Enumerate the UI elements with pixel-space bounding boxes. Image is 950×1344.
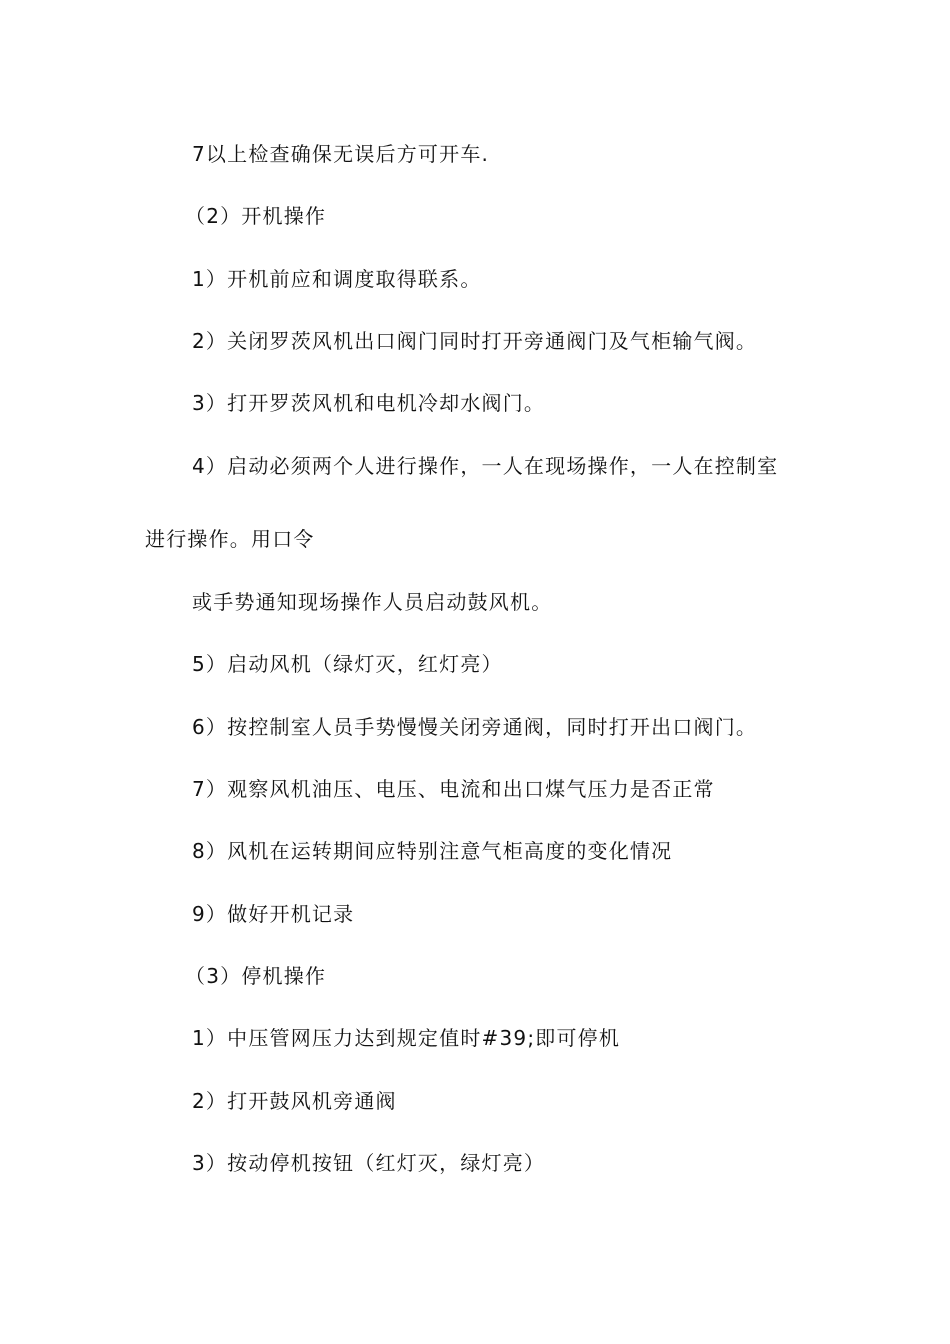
text-line-startup-8: 8）风机在运转期间应特别注意气柜高度的变化情况 xyxy=(192,839,673,863)
text-line-startup-7: 7）观察风机油压、电压、电流和出口煤气压力是否正常 xyxy=(192,777,715,801)
section-heading-startup: （2）开机操作 xyxy=(185,204,327,228)
text-line-startup-6: 6）按控制室人员手势慢慢关闭旁通阀，同时打开出口阀门。 xyxy=(192,715,758,739)
text-line-startup-9: 9）做好开机记录 xyxy=(192,902,355,926)
text-line-shutdown-2: 2）打开鼓风机旁通阀 xyxy=(192,1089,397,1113)
text-line-startup-3: 3）打开罗茨风机和电机冷却水阀门。 xyxy=(192,391,546,415)
section-heading-shutdown: （3）停机操作 xyxy=(185,964,327,988)
text-line-startup-4-note: 或手势通知现场操作人员启动鼓风机。 xyxy=(192,590,553,614)
text-line-startup-4-continued: 进行操作。用口令 xyxy=(145,527,315,551)
text-line-shutdown-3: 3）按动停机按钮（红灯灭，绿灯亮） xyxy=(192,1151,546,1175)
text-line-startup-2: 2）关闭罗茨风机出口阀门同时打开旁通阀门及气柜输气阀。 xyxy=(192,329,758,353)
text-line-shutdown-1: 1）中压管网压力达到规定值时#39;即可停机 xyxy=(192,1026,621,1050)
text-line-startup-4: 4）启动必须两个人进行操作，一人在现场操作，一人在控制室 xyxy=(192,454,779,478)
text-line-check-complete: 7以上检查确保无误后方可开车. xyxy=(192,142,490,166)
text-line-startup-1: 1）开机前应和调度取得联系。 xyxy=(192,267,482,291)
text-line-startup-5: 5）启动风机（绿灯灭，红灯亮） xyxy=(192,652,503,676)
